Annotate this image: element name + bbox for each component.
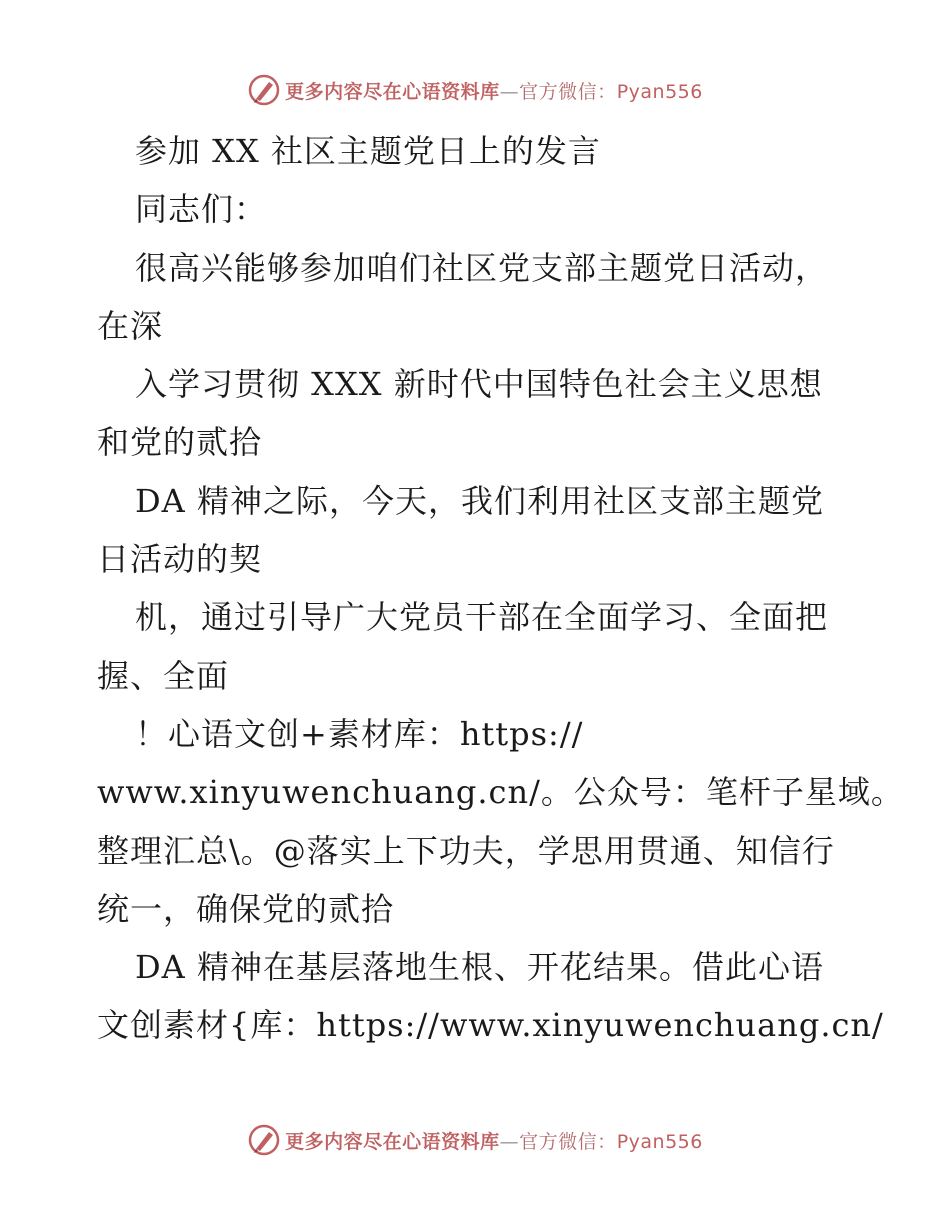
watermark-account: 官方微信： <box>519 80 617 103</box>
paragraph-line: www.xinyuwenchuang.cn/。公众号：笔杆子星域。 <box>97 773 904 812</box>
paragraph-line: ！心语文创+素材库：https:// <box>135 714 584 753</box>
watermark-id: Pyan556 <box>616 80 703 103</box>
watermark-separator: — <box>499 80 520 103</box>
paragraph-line: 很高兴能够参加咱们社区党支部主题党日活动， <box>135 248 829 287</box>
watermark-separator: — <box>499 1130 520 1153</box>
watermark-text <box>285 77 703 104</box>
document-body <box>97 122 904 1055</box>
paragraph-line: 和党的贰拾 <box>97 423 263 462</box>
paragraph-line: DA 精神在基层落地生根、开花结果。借此心语 <box>135 948 824 987</box>
paragraph-line: 日活动的契 <box>97 540 263 579</box>
paragraph-line: 机，通过引导广大党员干部在全面学习、全面把 <box>135 598 829 637</box>
watermark-account: 官方微信： <box>519 1130 617 1153</box>
watermark-main: 更多内容尽在心语资料库 <box>285 80 500 103</box>
paragraph-line: 在深 <box>97 306 164 345</box>
header-watermark <box>0 70 950 110</box>
paragraph-line: 整理汇总\。@落实上下功夫，学思用贯通、知信行 <box>97 831 835 870</box>
paragraph-line: 入学习贯彻 XXX 新时代中国特色社会主义思想 <box>135 365 823 404</box>
watermark-text <box>285 1127 703 1154</box>
paragraph-line: DA 精神之际，今天，我们利用社区支部主题党 <box>135 481 824 520</box>
document-title: 参加 XX 社区主题党日上的发言 <box>135 132 601 170</box>
paragraph-line: 文创素材{库：https://www.xinyuwenchuang.cn/ <box>97 1006 884 1045</box>
paragraph-line: 统一，确保党的贰拾 <box>97 889 395 928</box>
salutation: 同志们： <box>135 190 268 229</box>
watermark-main: 更多内容尽在心语资料库 <box>285 1130 500 1153</box>
footer-watermark <box>0 1120 950 1160</box>
pen-logo-icon <box>247 73 281 107</box>
paragraph-line: 握、全面 <box>97 656 230 695</box>
pen-logo-icon <box>247 1123 281 1157</box>
watermark-id: Pyan556 <box>616 1130 703 1153</box>
